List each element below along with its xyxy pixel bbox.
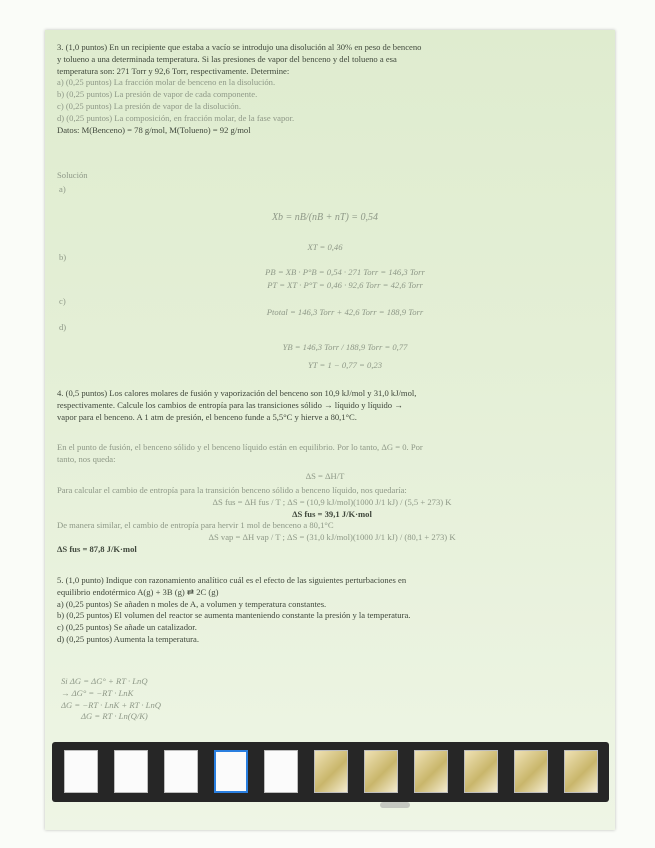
yb-equation: YB = 146,3 Torr / 188,9 Torr = 0,77 [282,342,408,352]
q3-data-line: Datos: M(Benceno) = 78 g/mol, M(Tolueno) = 92 g/mol [57,124,251,135]
q3-line: d) (0,25 puntos) La composición, en fracción molar, de la fase vapor. [57,112,295,123]
q4-calc-line: ΔS vap = ΔH vap / T ; ΔS = (31,0 kJ/mol)(1000 J/1 kJ) / (80,1 + 273) K [208,532,456,543]
q3-line: b) (0,25 puntos) La presión de vapor de cada componente. [57,89,258,100]
thumbnail-page-8[interactable] [414,750,448,793]
thumbnail-page-2[interactable] [114,750,148,793]
q5-line: d) (0,25 puntos) Aumenta la temperatura. [57,633,199,644]
q4-calc-line: ΔS fus = ΔH fus / T ; ΔS = (10,9 kJ/mol)(1000 J/1 kJ) / (5,5 + 273) K [212,496,452,507]
q4-result-vap: ΔS fus = 87,8 J/K·mol [57,543,137,554]
pb-equation: PB = XB · P°B = 0,54 · 271 Torr = 146,3 Torr [265,267,425,277]
thumbnail-page-10[interactable] [514,750,548,793]
ptotal-equation: Ptotal = 146,3 Torr + 42,6 Torr = 188,9 Torr [266,307,424,317]
q5-line: a) (0,25 puntos) Se añaden n moles de A, a volumen y temperatura constantes. [57,598,327,609]
q5-line: c) (0,25 puntos) Se añade un catalizador. [57,622,197,633]
xb-equation: Xb = nB/(nB + nT) = 0,54 [271,212,379,223]
thumbnail-page-7[interactable] [364,750,398,793]
q5-hand-line: → ΔG° = −RT · LnK [61,687,134,698]
scroll-handle[interactable] [380,802,410,808]
q5-line: 5. (1,0 punto) Indique con razonamiento analítico cuál es el efecto de las siguientes perturbaciones en [57,575,407,585]
q4-calc-line: De manera similar, el cambio de entropía para hervir 1 mol de benceno a 80,1°C [57,520,334,531]
q5-hand-line: Si ΔG = ΔG° + RT · LnQ [61,676,148,686]
q5-handwritten [61,676,361,723]
q4-line: 4. (0,5 puntos) Los calores molares de fusión y vaporización del benceno son 10,9 kJ/mol y 31,0 kJ/mol, [57,388,417,398]
q3-line: a) (0,25 puntos) La fracción molar de benceno en la disolución. [57,77,276,88]
q4-line: vapor para el benceno. A 1 atm de presión, el benceno funde a 5,5°C y hierve a 80,1°C. [57,411,357,422]
thumbnail-page-6[interactable] [314,750,348,793]
solution-a-label: a) [59,184,66,194]
q4-result-fus: ΔS fus = 39,1 J/K·mol [292,508,372,519]
q5-line: b) (0,25 puntos) El volumen del reactor se aumenta manteniendo constante la presión y la temperatura. [57,610,411,621]
solution-b-label: b) [59,252,67,262]
question-4 [57,388,607,423]
pt-equation: PT = XT · P°T = 0,46 · 92,6 Torr = 42,6 Torr [267,280,423,290]
question-5 [57,575,607,646]
q5-hand-line: ΔG = RT · Ln(Q/K) [81,711,148,722]
q4-answer-line: En el punto de fusión, el benceno sólido y el benceno líquido están en equilibrio. Por lo tanto, ΔG = 0. Por [57,442,423,452]
thumbnail-page-1[interactable] [64,750,98,793]
thumbnail-page-5[interactable] [264,750,298,793]
entropy-equation: ΔS = ΔH/T [305,471,345,481]
q5-line: equilibrio endotérmico A(g) + 3B (g) ⇄ 2C (g) [57,586,219,597]
document-page [45,30,615,830]
q3-line: y tolueno a una determinada temperatura. Si las presiones de vapor del benceno y del tolueno a esa [57,53,397,64]
q4-line: respectivamente. Calcule los cambios de entropía para las transiciones sólido → líquido y líquido → [57,399,403,410]
thumbnail-strip [52,742,609,802]
solution-c-label: c) [59,296,66,306]
q3-line: c) (0,25 puntos) La presión de vapor de la disolución. [57,100,242,111]
q3-line: 3. (1,0 puntos) En un recipiente que estaba a vacío se introdujo una disolución al 30% en peso de benceno [57,42,422,52]
q5-hand-line: ΔG = −RT · LnK + RT · LnQ [61,699,161,710]
solution-d-label: d) [59,322,67,332]
xt-equation: XT = 0,46 [307,242,343,252]
yt-equation: YT = 1 − 0,77 = 0,23 [307,360,383,370]
question-3 [57,42,607,136]
q4-answer [57,442,607,466]
thumbnail-page-11[interactable] [564,750,598,793]
solution-heading: Solución [57,170,88,180]
q4-answer-line: tanto, nos queda: [57,453,116,464]
thumbnail-page-9[interactable] [464,750,498,793]
q3-line: temperatura son: 271 Torr y 92,6 Torr, respectivamente. Determine: [57,65,290,76]
q4-calc-line: Para calcular el cambio de entropía para la transición benceno sólido a benceno líquido, nos quedaría: [57,485,407,495]
thumbnail-page-4-selected[interactable] [214,750,248,793]
thumbnail-page-3[interactable] [164,750,198,793]
q4-calculation [57,485,607,556]
